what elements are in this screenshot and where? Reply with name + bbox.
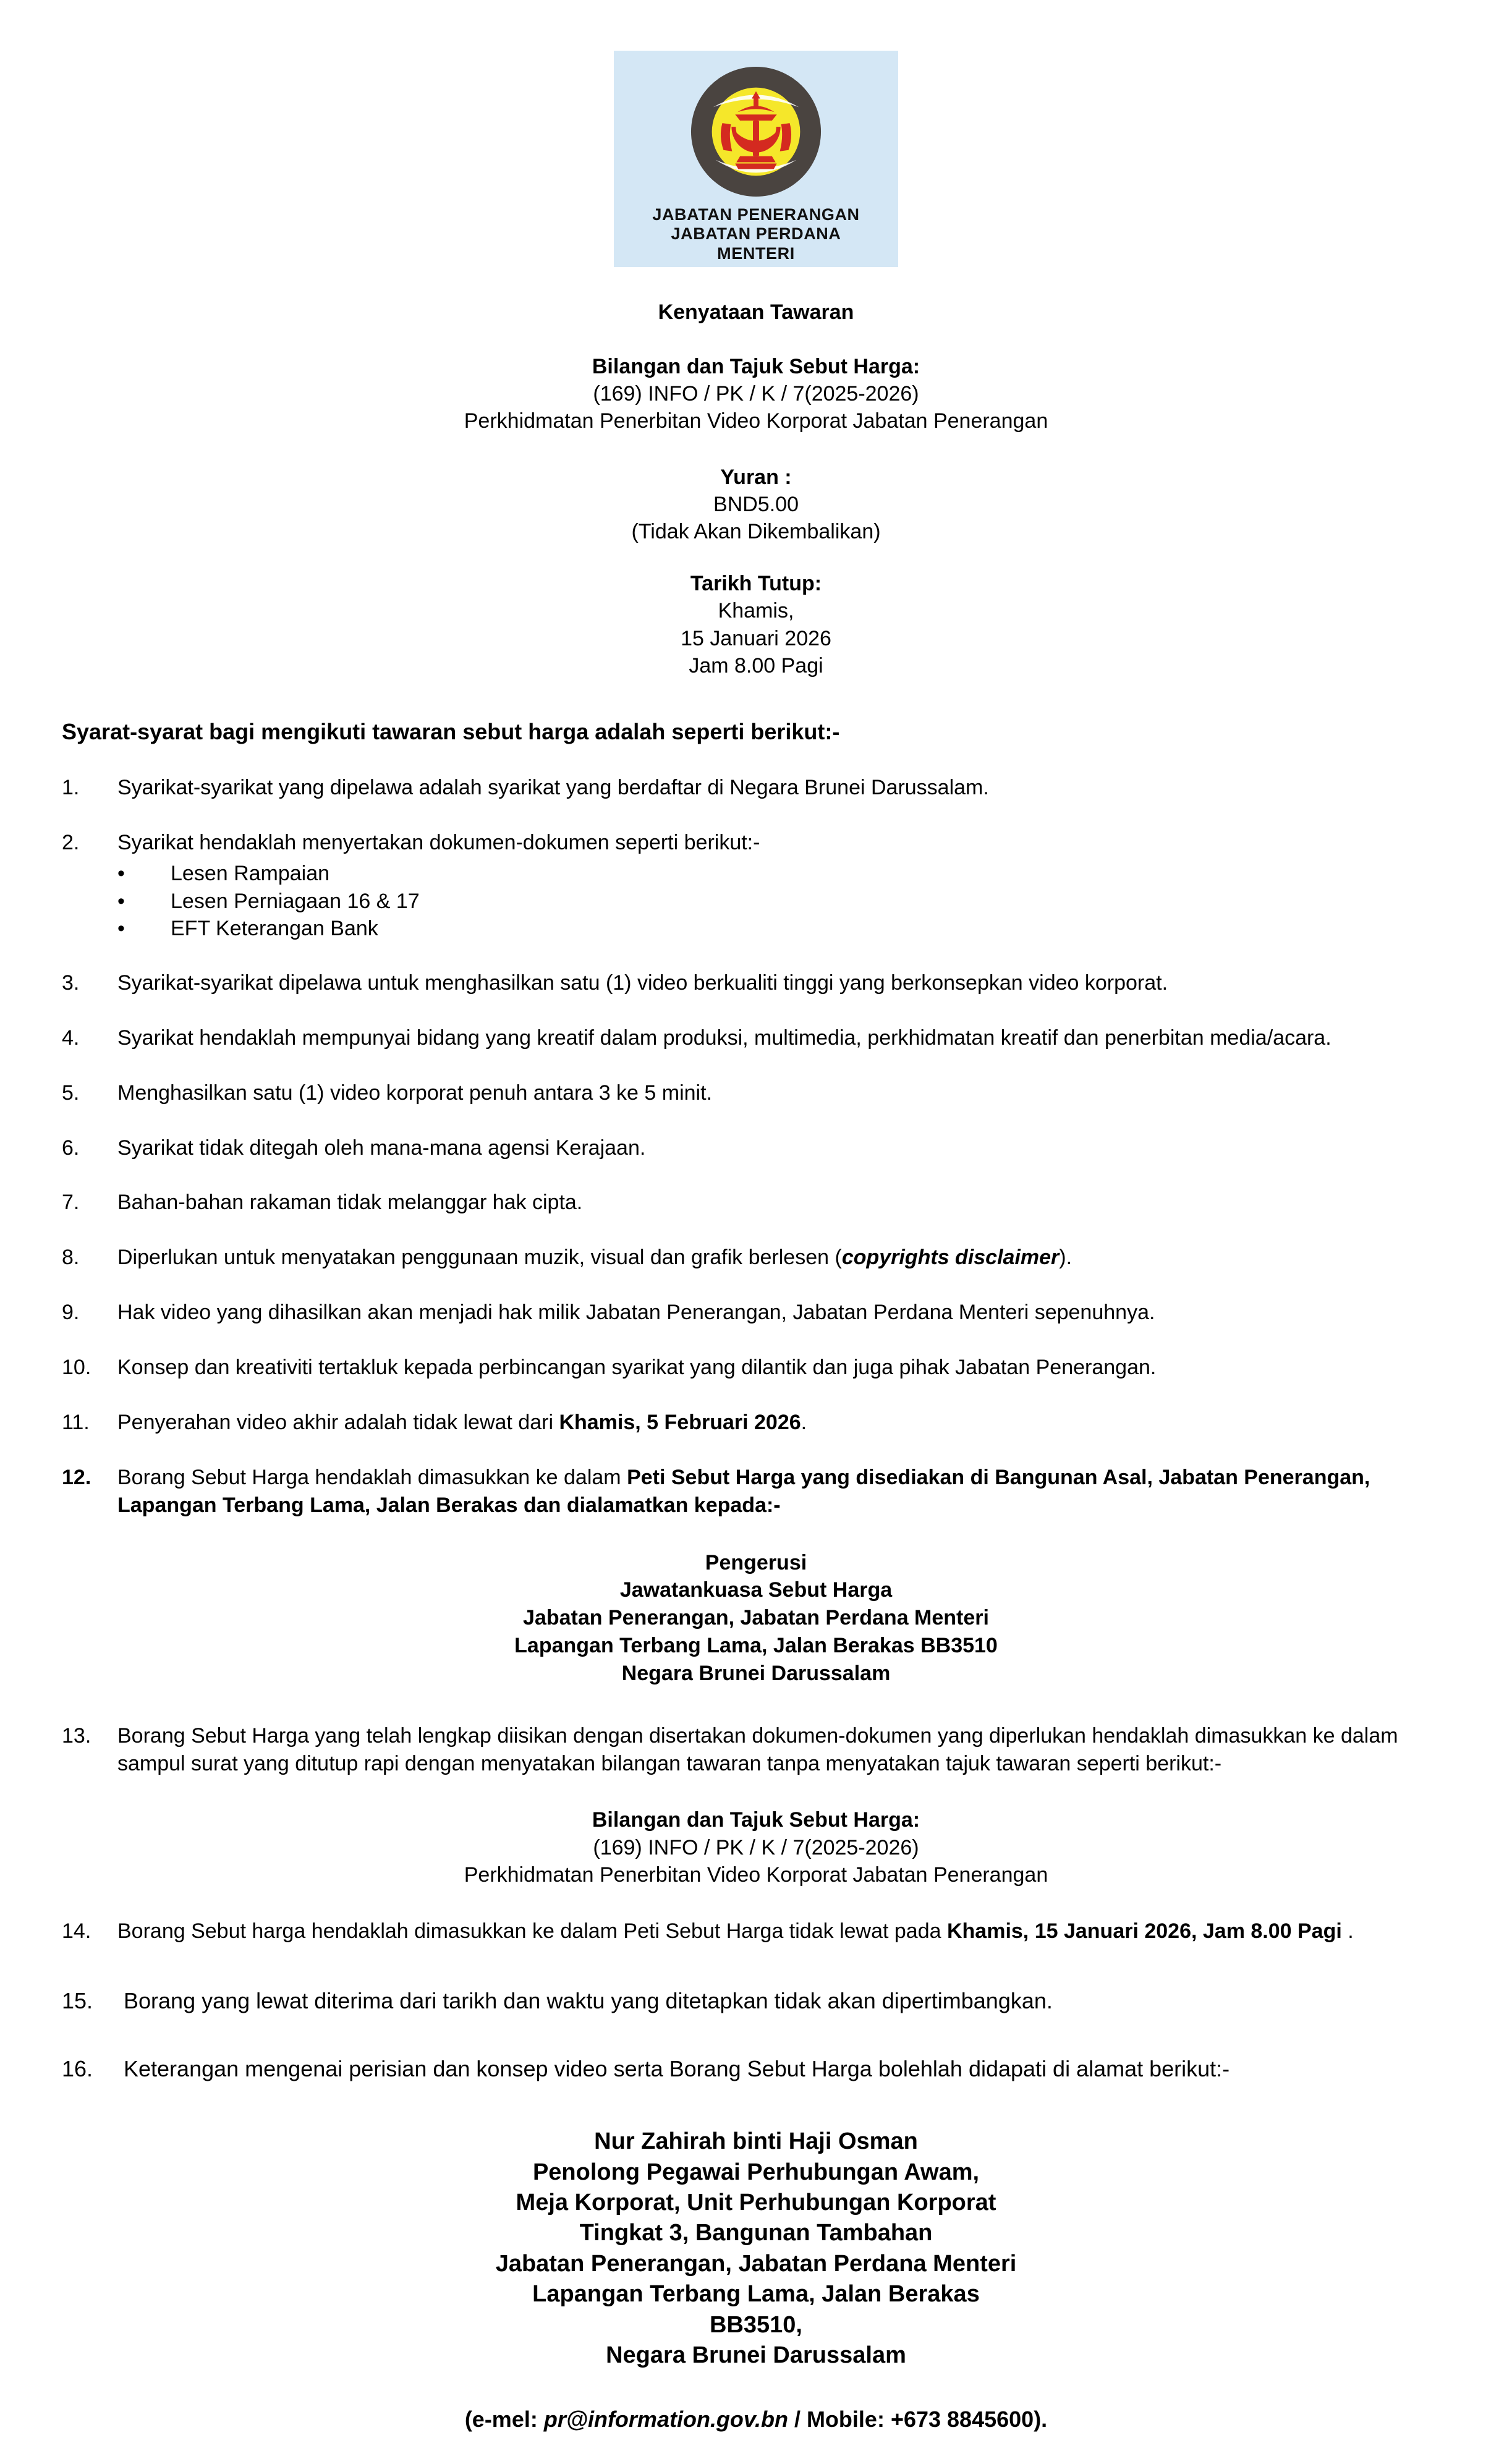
term-item-11 bbox=[62, 1409, 1450, 1437]
term-text: Keterangan mengenai perisian dan konsep video serta Borang Sebut Harga bolehlah didapati di alamat berikut:- bbox=[124, 2055, 1230, 2081]
term-number: 14. bbox=[62, 1919, 91, 1944]
term-number: 10. bbox=[62, 1356, 91, 1380]
term-text: Konsep dan kreativiti tertakluk kepada perbincangan syarikat yang dilantik dan juga pihak Jabatan Penerangan. bbox=[117, 1356, 1157, 1380]
terms-list-continued-2 bbox=[62, 1918, 1450, 2083]
tender-number: (169) INFO / PK / K / 7(2025-2026) bbox=[593, 382, 919, 406]
email-prefix: (e-mel: bbox=[464, 2407, 544, 2432]
closing-time: Jam 8.00 Pagi bbox=[689, 653, 823, 678]
bullet-icon: • bbox=[117, 916, 125, 940]
term-number: 4. bbox=[62, 1026, 80, 1050]
bullet-icon: • bbox=[117, 889, 125, 913]
conditions-heading: Syarat-syarat bagi mengikuti tawaran sebut harga adalah seperti berikut:- bbox=[62, 718, 840, 744]
envelope-number: (169) INFO / PK / K / 7(2025-2026) bbox=[593, 1835, 919, 1859]
address-line-1: Pengerusi bbox=[705, 1550, 807, 1574]
term-text bbox=[117, 1411, 807, 1434]
term-number: 5. bbox=[62, 1081, 80, 1105]
term-number: 15. bbox=[62, 1988, 93, 2014]
term-item-9 bbox=[62, 1299, 1450, 1327]
submission-address bbox=[62, 1549, 1450, 1688]
term-text: Menghasilkan satu (1) video korporat penuh antara 3 ke 5 minit. bbox=[117, 1081, 712, 1105]
term-number: 7. bbox=[62, 1191, 80, 1215]
contact-unit: Meja Korporat, Unit Perhubungan Korporat bbox=[516, 2190, 996, 2216]
page-title: Kenyataan Tawaran bbox=[658, 300, 854, 324]
fee-amount: BND5.00 bbox=[713, 492, 799, 516]
agency-logo bbox=[614, 51, 898, 267]
term-item-10 bbox=[62, 1354, 1450, 1382]
terms-list-continued bbox=[62, 1722, 1450, 1778]
term-item-15 bbox=[62, 1986, 1450, 2016]
term-number: 2. bbox=[62, 830, 80, 854]
logo-wordmark bbox=[652, 205, 859, 263]
term-item-4 bbox=[62, 1024, 1450, 1052]
envelope-label: Bilangan dan Tajuk Sebut Harga: bbox=[592, 1808, 920, 1832]
term-number: 12. bbox=[62, 1465, 91, 1489]
contact-street: Lapangan Terbang Lama, Jalan Berakas bbox=[532, 2281, 980, 2308]
email-suffix: ). bbox=[1034, 2407, 1048, 2432]
term-text: Bahan-bahan rakaman tidak melanggar hak cipta. bbox=[117, 1191, 583, 1215]
logo-line-1: JABATAN PENERANGAN bbox=[652, 205, 860, 224]
term-item-13 bbox=[62, 1722, 1450, 1778]
envelope-subject: Perkhidmatan Penerbitan Video Korporat Jabatan Penerangan bbox=[464, 1863, 1048, 1887]
term-text-before: Borang Sebut harga hendaklah dimasukkan ke dalam Peti Sebut Harga tidak lewat pada bbox=[117, 1919, 947, 1944]
address-line-4: Lapangan Terbang Lama, Jalan Berakas BB3510 bbox=[514, 1634, 998, 1658]
term-item-16 bbox=[62, 2054, 1450, 2084]
term-text: Borang yang lewat diterima dari tarikh dan waktu yang ditetapkan tidak akan dipertimbangkan. bbox=[124, 1988, 1053, 2014]
contact-country: Negara Brunei Darussalam bbox=[606, 2342, 906, 2368]
terms-list bbox=[62, 774, 1450, 1519]
address-line-5: Negara Brunei Darussalam bbox=[621, 1662, 891, 1686]
document-label: Lesen Perniagaan 16 & 17 bbox=[171, 889, 420, 913]
term-text-normal: Borang Sebut Harga hendaklah dimasukkan ke dalam bbox=[117, 1465, 627, 1489]
term-item-5 bbox=[62, 1079, 1450, 1107]
term-item-7 bbox=[62, 1189, 1450, 1217]
term-text: Syarikat hendaklah mempunyai bidang yang kreatif dalam produksi, multimedia, perkhidmatan kreatif dan penerbitan media/acara. bbox=[117, 1026, 1331, 1050]
contact-address bbox=[62, 2126, 1450, 2371]
document-label: Lesen Rampaian bbox=[171, 862, 330, 886]
term-number: 8. bbox=[62, 1246, 80, 1270]
address-line-2: Jawatankuasa Sebut Harga bbox=[619, 1578, 893, 1602]
term-number: 13. bbox=[62, 1723, 91, 1748]
term-text bbox=[117, 1919, 1354, 1943]
term-number: 16. bbox=[62, 2055, 93, 2081]
fee-block bbox=[62, 464, 1450, 546]
address-line-3: Jabatan Penerangan, Jabatan Perdana Menteri bbox=[523, 1606, 989, 1630]
bullet-icon: • bbox=[117, 862, 125, 886]
contact-floor: Tingkat 3, Bangunan Tambahan bbox=[579, 2220, 933, 2246]
deadline-emphasis: Khamis, 15 Januari 2026, Jam 8.00 Pagi bbox=[946, 1919, 1342, 1944]
term-text: Syarikat-syarikat dipelawa untuk menghasilkan satu (1) video berkualiti tinggi yang berkonsepkan video korporat. bbox=[117, 971, 1168, 995]
term-item-6 bbox=[62, 1134, 1450, 1162]
term-item-1 bbox=[62, 774, 1450, 802]
logo-container bbox=[62, 0, 1450, 267]
contact-name: Nur Zahirah binti Haji Osman bbox=[594, 2128, 918, 2155]
contact-department: Jabatan Penerangan, Jabatan Perdana Menteri bbox=[495, 2250, 1017, 2277]
list-item bbox=[117, 915, 1450, 942]
term-text-before: Diperlukan untuk menyatakan penggunaan muzik, visual dan grafik berlesen ( bbox=[117, 1246, 842, 1270]
term-item-3 bbox=[62, 969, 1450, 997]
logo-line-3: MENTERI bbox=[717, 244, 795, 263]
document-label: EFT Keterangan Bank bbox=[171, 916, 378, 940]
term-item-2 bbox=[62, 829, 1450, 942]
term-text bbox=[117, 1466, 1370, 1517]
logo-line-2: JABATAN PERDANA bbox=[671, 224, 841, 244]
phone-number[interactable]: +673 8845600 bbox=[890, 2407, 1034, 2432]
list-item bbox=[117, 888, 1450, 915]
envelope-reference bbox=[62, 1806, 1450, 1890]
required-documents-list bbox=[117, 860, 1450, 942]
email-address[interactable]: pr@information.gov.bn bbox=[543, 2407, 788, 2432]
term-text: Hak video yang dihasilkan akan menjadi hak milik Jabatan Penerangan, Jabatan Perdana Menteri sepenuhnya. bbox=[117, 1301, 1155, 1325]
closing-date: 15 Januari 2026 bbox=[681, 626, 831, 650]
term-text-before: Penyerahan video akhir adalah tidak lewat dari bbox=[117, 1410, 559, 1434]
tender-subject: Perkhidmatan Penerbitan Video Korporat Jabatan Penerangan bbox=[464, 409, 1048, 433]
closing-date-block bbox=[62, 570, 1450, 679]
email-separator: / Mobile: bbox=[788, 2407, 891, 2432]
term-text-after: ). bbox=[1059, 1246, 1072, 1270]
deadline-emphasis: Khamis, 5 Februari 2026 bbox=[559, 1410, 801, 1434]
term-text bbox=[117, 1246, 1072, 1269]
tender-reference-header bbox=[62, 353, 1450, 435]
contact-postcode: BB3510, bbox=[710, 2311, 802, 2338]
term-number: 11. bbox=[62, 1410, 90, 1434]
contact-email-line bbox=[62, 2407, 1450, 2432]
term-text: Syarikat tidak ditegah oleh mana-mana agensi Kerajaan. bbox=[117, 1136, 646, 1160]
fee-note: (Tidak Akan Dikembalikan) bbox=[631, 519, 881, 543]
closing-label: Tarikh Tutup: bbox=[690, 572, 822, 596]
term-text-after: . bbox=[801, 1410, 807, 1434]
term-number: 6. bbox=[62, 1136, 80, 1160]
deposit-box-emphasis: Peti Sebut Harga yang disediakan di Bangunan Asal, Jabatan Penerangan, Lapangan Terbang Lama, Jalan Berakas dan dialamatkan kepada:- bbox=[117, 1465, 1370, 1517]
term-item-12 bbox=[62, 1464, 1450, 1519]
copyrights-disclaimer-emphasis: copyrights disclaimer bbox=[841, 1246, 1060, 1270]
term-text: Syarikat-syarikat yang dipelawa adalah syarikat yang berdaftar di Negara Brunei Darussalam. bbox=[117, 775, 989, 799]
term-number: 3. bbox=[62, 971, 80, 995]
closing-day: Khamis, bbox=[718, 599, 794, 623]
term-text: Syarikat hendaklah menyertakan dokumen-dokumen seperti berikut:- bbox=[117, 830, 760, 854]
list-item bbox=[117, 860, 1450, 887]
term-number: 9. bbox=[62, 1301, 80, 1325]
term-item-14 bbox=[62, 1918, 1450, 1945]
contact-position: Penolong Pegawai Perhubungan Awam, bbox=[532, 2159, 980, 2185]
tender-label: Bilangan dan Tajuk Sebut Harga: bbox=[592, 355, 920, 378]
fee-label: Yuran : bbox=[720, 465, 792, 489]
term-number: 1. bbox=[62, 775, 80, 799]
term-text: Borang Sebut Harga yang telah lengkap diisikan dengan disertakan dokumen-dokumen yang diperlukan hendaklah dimasukkan ke dalam sampul surat yang ditutup rapi dengan menyatakan bilangan tawaran tanpa menyatakan tajuk tawaran seperti berikut:- bbox=[117, 1723, 1398, 1775]
term-text-after: . bbox=[1341, 1919, 1354, 1944]
term-item-8 bbox=[62, 1244, 1450, 1272]
brunei-crest-icon bbox=[689, 64, 823, 199]
